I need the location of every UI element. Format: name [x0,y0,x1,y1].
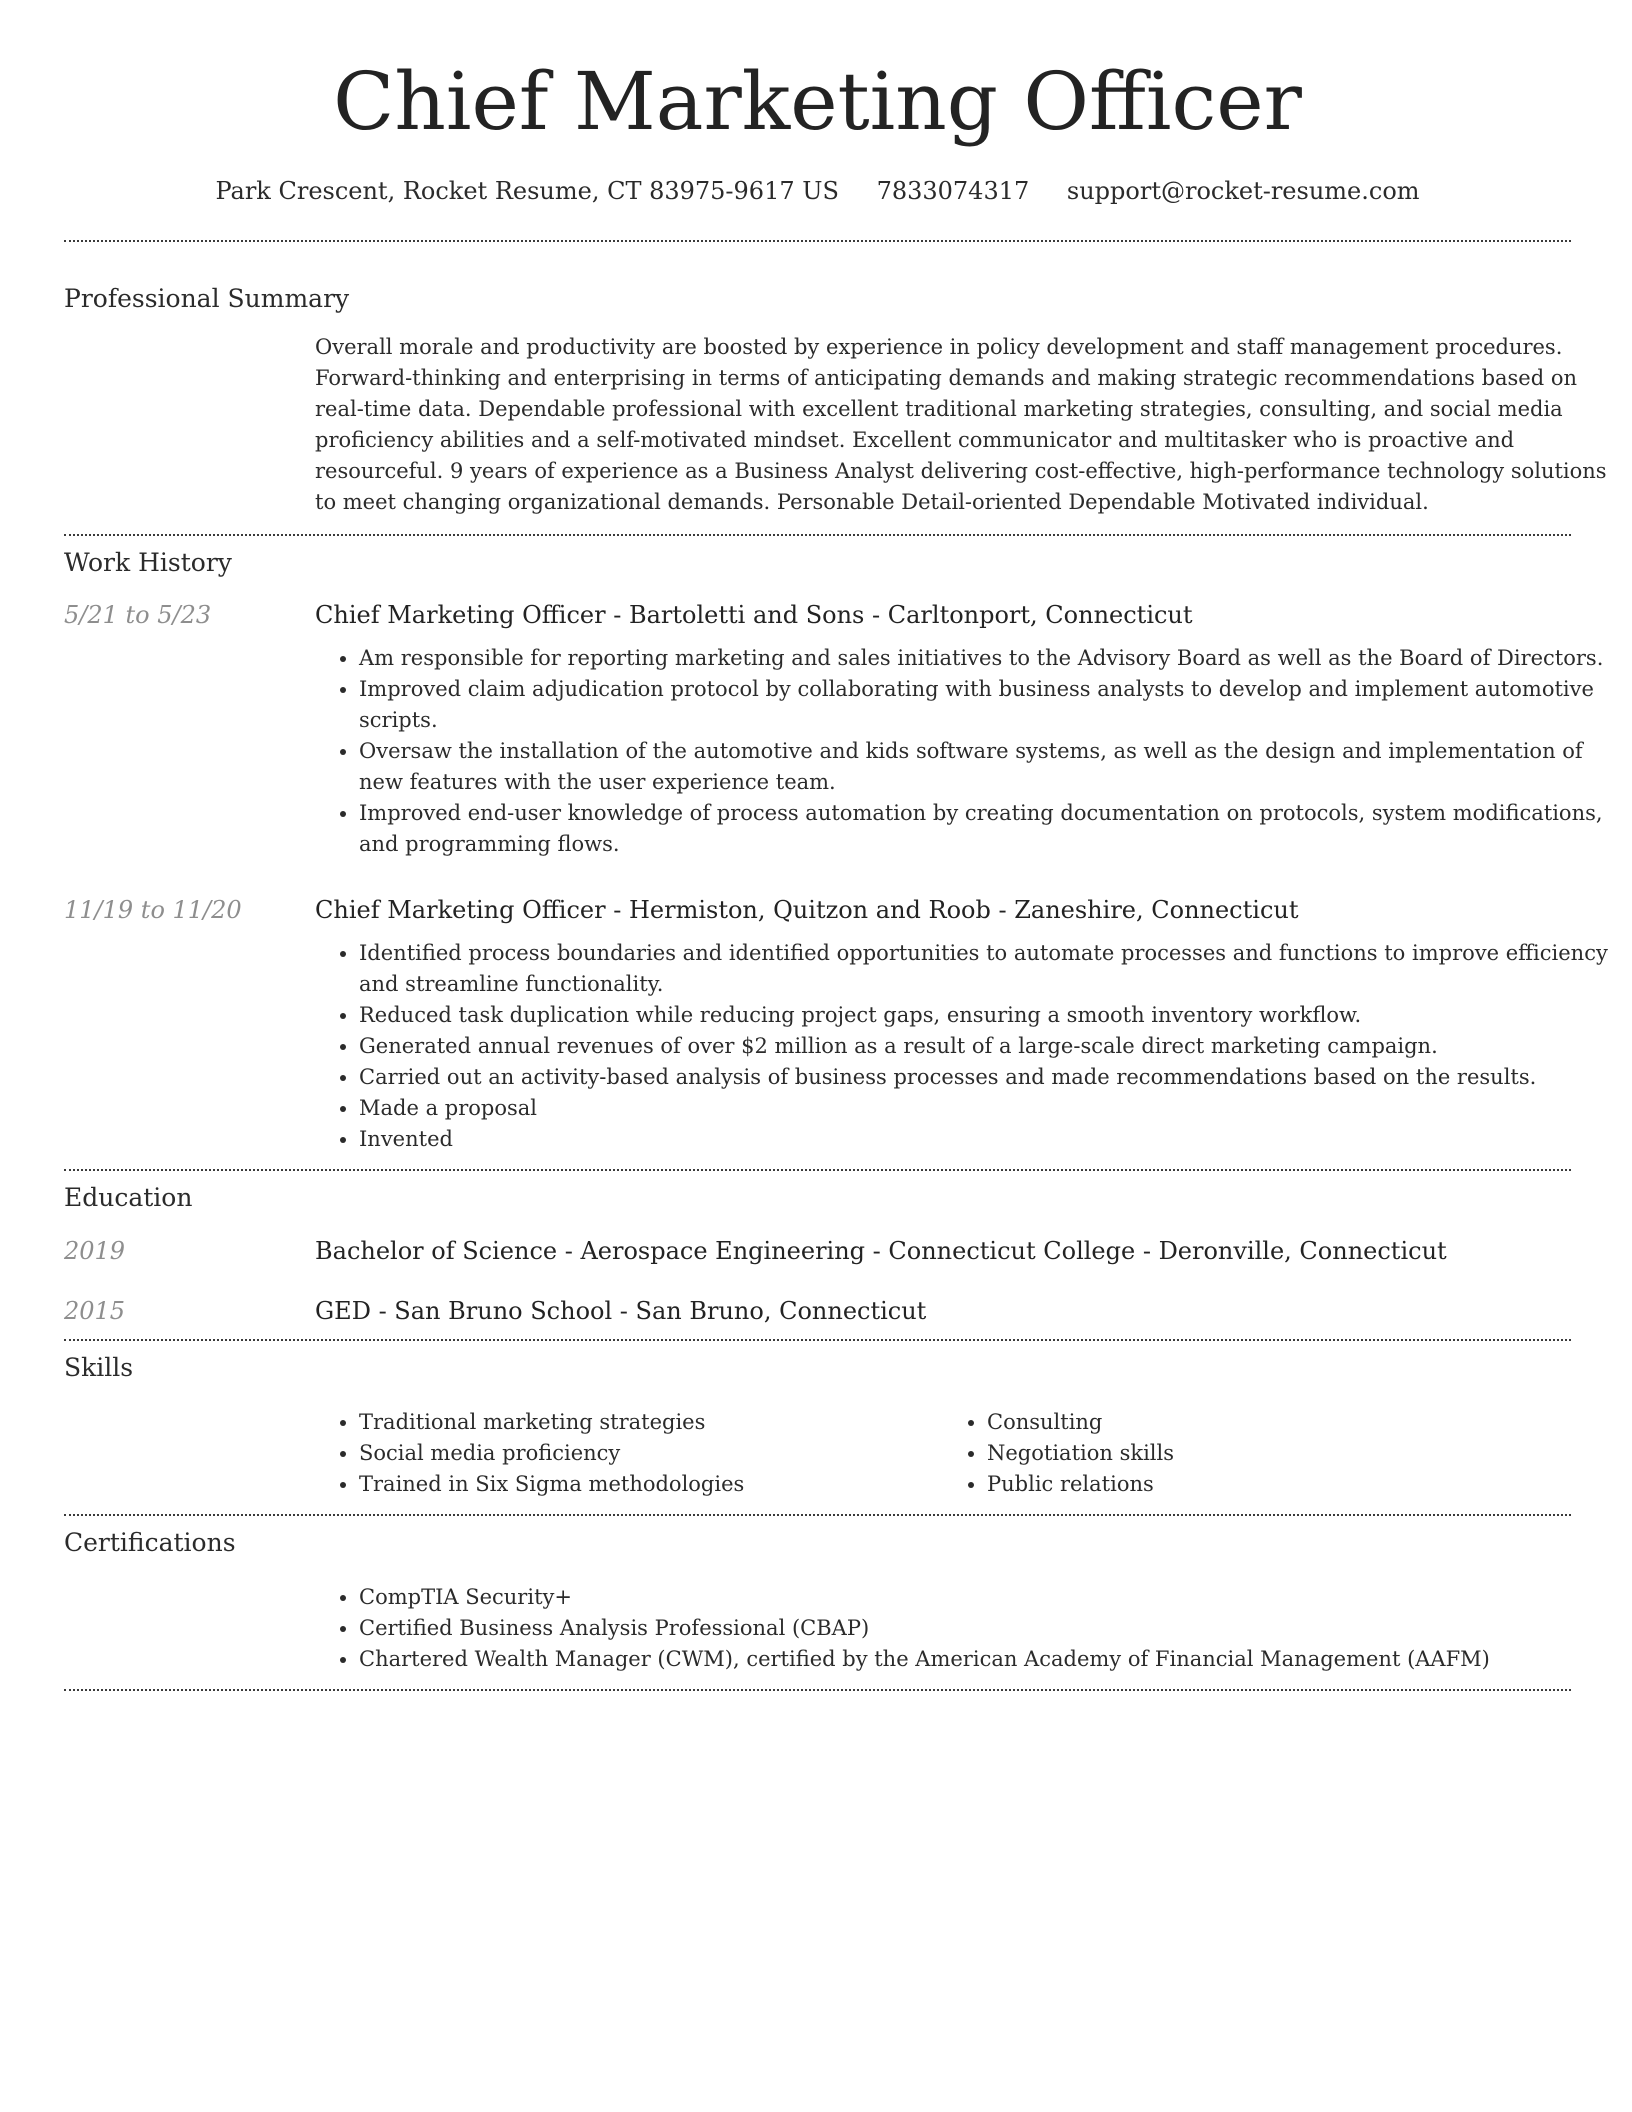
summary-section [64,282,1607,518]
contact-line [64,174,1571,208]
skills-section [64,1351,1571,1500]
work-title: Work History [64,548,232,577]
skills-columns [315,1407,1571,1500]
skills-list-left [315,1407,943,1500]
job-bullets [315,643,1615,860]
skills-list-right [943,1407,1571,1500]
divider [64,1169,1571,1171]
list-item: • Improved end-user knowledge of process automation by creating documentation on protocols, system modifications, and programming flows. [359,798,1615,860]
education-entry [64,1297,1571,1325]
summary-title: Professional Summary [64,284,350,313]
divider [64,240,1571,242]
list-item: • Consulting [987,1407,1571,1438]
contact-phone: 7833074317 [876,177,1030,205]
list-item: • CompTIA Security+ [359,1582,1615,1613]
list-item: • Improved claim adjudication protocol by collaborating with business analysts to develop and implement automotive scripts. [359,674,1615,736]
education-entry [64,1237,1571,1265]
job-bullets [315,938,1615,1155]
list-item: • Chartered Wealth Manager (CWM), certified by the American Academy of Financial Management (AAFM) [359,1644,1615,1675]
job-title: Chief Marketing Officer - Bartoletti and Sons - Carltonport, Connecticut [315,601,1193,629]
list-item: • Public relations [987,1469,1571,1500]
education-degree: GED - San Bruno School - San Bruno, Connecticut [315,1297,927,1325]
list-item: • Certified Business Analysis Professional (CBAP) [359,1613,1615,1644]
skills-title: Skills [64,1353,134,1382]
education-title: Education [64,1183,193,1212]
job-title: Chief Marketing Officer - Hermiston, Quitzon and Roob - Zaneshire, Connecticut [315,896,1299,924]
contact-address: Park Crescent, Rocket Resume, CT 83975-9617 US [215,177,839,205]
divider [64,1339,1571,1341]
list-item: • Oversaw the installation of the automotive and kids software systems, as well as the design and implementation of new features with the user experience team. [359,736,1615,798]
education-section [64,1181,1571,1325]
job-dates: 5/21 to 5/23 [64,601,212,629]
list-item: • Am responsible for reporting marketing and sales initiatives to the Advisory Board as well as the Board of Directors. [359,643,1615,674]
certifications-list [315,1582,1615,1675]
list-item: • Trained in Six Sigma methodologies [359,1469,943,1500]
list-item: • Negotiation skills [987,1438,1571,1469]
divider [64,1514,1571,1516]
education-year: 2015 [64,1297,126,1325]
list-item: • Traditional marketing strategies [359,1407,943,1438]
list-item: • Invented [359,1124,1615,1155]
job-entry [64,896,1608,1155]
resume-page [64,0,1608,1691]
work-section [64,546,1608,1155]
certifications-section [64,1526,1571,1675]
list-item: • Generated annual revenues of over $2 million as a result of a large-scale direct marketing campaign. [359,1031,1615,1062]
divider [64,1689,1571,1691]
certifications-title: Certifications [64,1528,236,1557]
summary-text: Overall morale and productivity are boosted by experience in policy development and staff management procedures. Forward-thinking and enterprising in terms of anticipating demands and making strategic recommendations based on real-time data. Dependable professional with excellent traditional marketing strategies, consulting, and social media proficiency abilities and a self-motivated mindset. Excellent communicator and multitasker who is proactive and resourceful. 9 years of experience as a Business Analyst delivering cost-effective, high-performance technology solutions to meet changing organizational demands. Personable Detail-oriented Dependable Motivated individual. [315,335,1607,514]
education-year: 2019 [64,1237,126,1265]
job-entry [64,601,1604,860]
list-item: • Reduced task duplication while reducing project gaps, ensuring a smooth inventory workflow. [359,1000,1615,1031]
list-item: • Carried out an activity-based analysis of business processes and made recommendations based on the results. [359,1062,1615,1093]
education-degree: Bachelor of Science - Aerospace Engineering - Connecticut College - Deronville, Connecticut [315,1237,1447,1265]
job-dates: 11/19 to 11/20 [64,896,242,924]
contact-email: support@rocket-resume.com [1066,177,1420,205]
list-item: • Made a proposal [359,1093,1615,1124]
list-item: • Social media proficiency [359,1438,943,1469]
list-item: • Identified process boundaries and identified opportunities to automate processes and functions to improve efficiency and streamline functionality. [359,938,1615,1000]
divider [64,534,1571,536]
resume-name: Chief Marketing Officer [333,55,1302,148]
